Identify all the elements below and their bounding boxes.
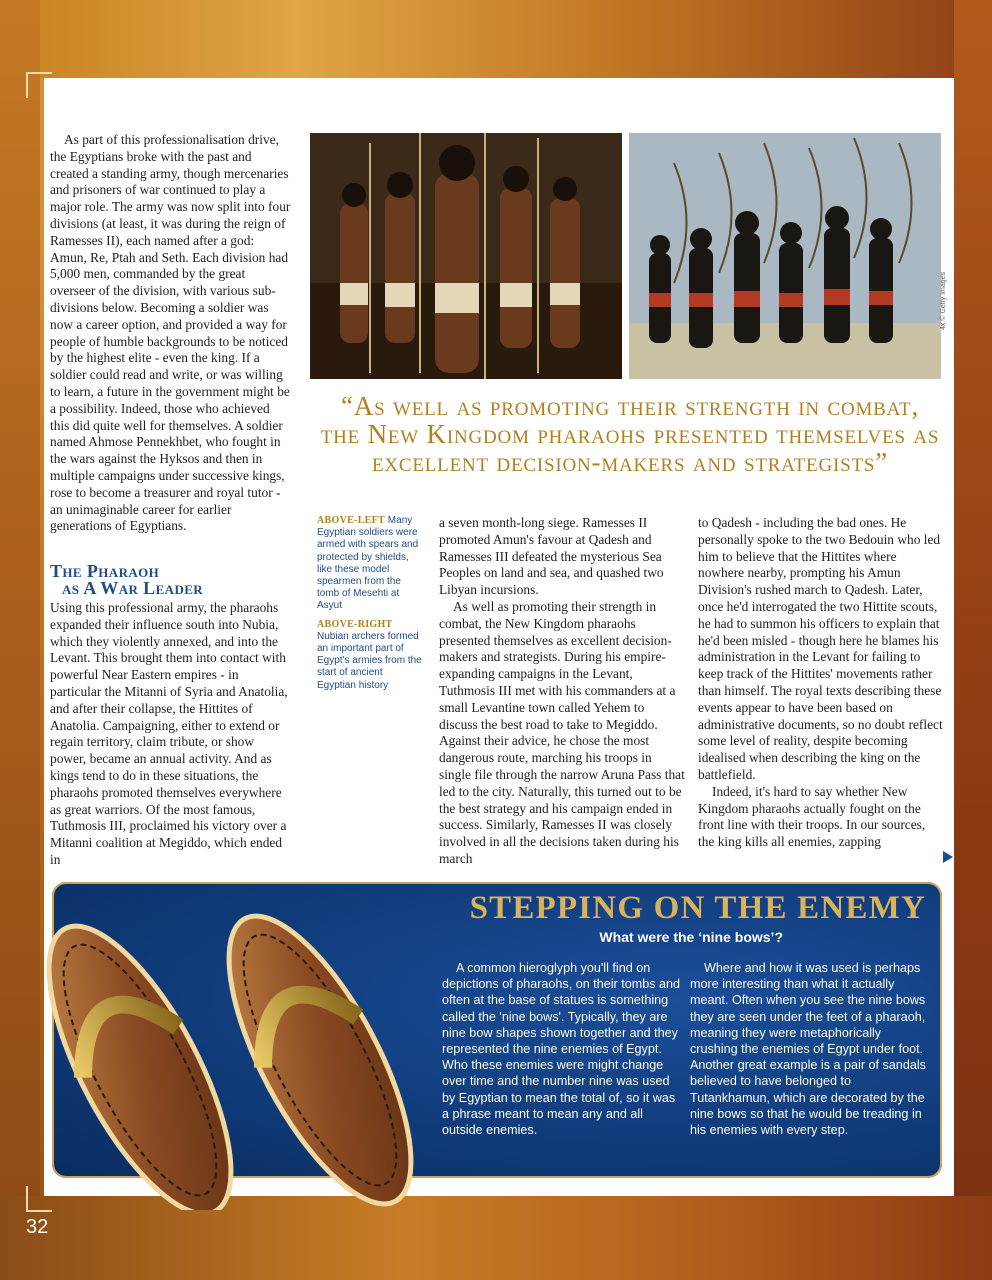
boxout-subtitle: What were the ‘nine bows’?	[599, 929, 783, 945]
continue-arrow-icon	[943, 851, 953, 863]
spearmen-illustration	[310, 133, 622, 379]
pull-quote: “As well as promoting their strength in combat, the New Kingdom pharaohs presented themselves as excellent decision-makers and strategists”	[320, 391, 940, 477]
war-leader-column	[50, 600, 292, 869]
page-frame-right	[954, 0, 992, 1280]
boxout-text-2: Where and how it was used is perhaps more interesting than what it actually meant. Often when you see the nine bows they are seen under the feet of a pharaoh, meaning they were metaphorically crushing the enemies of Egypt under foot. Another great example is a pair of sandals believed to have belonged to Tutankhamun, which are decorated by the nine bows so that he would be treading in his enemies with every step.	[690, 961, 926, 1138]
intro-paragraph: As part of this professionalisation drive, the Egyptians broke with the past and created a standing army, though mercenaries and prisoners of war continued to play a major role. The army was now split into four divisions (at least, it was during the reign of Ramesses II), each named after a god: Amun, Re, Ptah and Seth. Each division had 5,000 men, commanded by the great overseer of the division, with various sub-divisions below. Becoming a soldier was now a career option, and provided a way for people of humble backgrounds to be noticed by the highest elite - even the king. If a soldier could read and write, or was willing to learn, a future in the government might be a possibility. Indeed, those who achieved this did quite well for themselves. A soldier named Ahmose Pennekhbet, who fought in the wars against the Hyksos and then in multiple campaigns under successive kings, rose to become a treasurer and royal tutor - an unimaginable career for earlier generations of Egyptians.	[50, 132, 291, 534]
article-intro-column	[50, 132, 292, 535]
page-frame-top	[0, 0, 992, 78]
frame-corner-ornament	[26, 72, 52, 98]
war-leader-paragraph: Using this professional army, the pharaohs expanded their influence south into Nubia, which they violently annexed, and into the Levant. This brought them into contact with powerful Near Eastern empires - in particular the Mitanni of Syria and Anatolia, and after their collapse, the Hittites of Anatolia. Campaigning, either to extend or regain territory, claim tribute, or show power, became an annual activity. And as kings tend to do in these situations, the pharaohs promoted themselves everywhere as great warriors. Of the most famous, Tuthmosis III, proclaimed his victory over a Mitanni coalition at Megiddo, which ended in	[50, 600, 288, 867]
boxout-text-1: A common hieroglyph you'll find on depictions of pharaohs, on their tombs and often at the base of statues is something called the 'nine bows'. Typically, they are nine bow shapes shown together and they represented the nine enemies of Egypt. Who these enemies were might change over time and the number nine was used by Egyptian to mean the total of, so it was a phrase meant to mean any and all outside enemies.	[442, 961, 681, 1138]
caption-text-above-right: Nubian archers formed an important part of Egypt's armies from the start of ancient Egyptian history	[317, 630, 422, 691]
subheading-line-1: The Pharaoh	[50, 561, 160, 581]
article-column-2	[439, 515, 685, 868]
photo-nubian-archers	[629, 133, 941, 379]
col3-paragraph-2: Indeed, it's hard to say whether New Kingdom pharaohs actually fought on the front line with their troops. In our sources, the king kills all enemies, zapping	[698, 783, 926, 850]
archers-illustration	[629, 133, 941, 379]
tutankhamun-sandals-image	[0, 880, 460, 1210]
section-subheading	[50, 563, 292, 597]
boxout-column-2	[690, 960, 930, 1138]
boxout-column-1	[442, 960, 682, 1138]
col2-paragraph-1: a seven month-long siege. Ramesses II promoted Amun's favour at Qadesh and Ramesses III defeated the mysterious Sea Peoples on land and sea, and quashed two Libyan incursions.	[439, 515, 664, 598]
caption-label-above-right: ABOVE-RIGHT	[317, 618, 393, 630]
col2-paragraph-2: As well as promoting their strength in combat, the New Kingdom pharaohs presented themselves as excellent decision-makers and strategists. During his empire-expanding campaigns in the Levant, Tuthmosis III met with his commanders at a small Levantine town called Yehem to discuss the best road to take to Megiddo. Against their advice, he chose the most dangerous route, marching his troops in single file through the narrow Aruna Pass that led to the city. Naturally, this turned out to be the best strategy and his campaign ended in success. Similarly, Ramesses II was closely involved in all the decisions taken during his march	[439, 598, 685, 866]
photo-model-spearmen	[310, 133, 622, 379]
boxout-title: STEPPING ON THE ENEMY	[469, 890, 926, 926]
photo-captions	[317, 515, 422, 698]
subheading-line-2: as A War Leader	[62, 578, 204, 598]
caption-above-right	[317, 619, 422, 692]
article-column-3	[698, 515, 943, 851]
caption-text-above-left: Many Egyptian soldiers were armed with spears and protected by shields, like these model spearmen from the tomb of Mesehti at Asyut	[317, 515, 419, 612]
caption-above-left	[317, 515, 422, 613]
page-number: 32	[26, 1216, 49, 1238]
caption-label-above-left: ABOVE-LEFT	[317, 515, 386, 526]
photo-credit: 4x © Getty Images	[940, 271, 947, 330]
col3-paragraph-1: to Qadesh - including the bad ones. He personally spoke to the two Bedouin who led him to believe that the Hittites where nowhere nearby, prompting his Amun Division's rushed march to Qadesh. Later, once he'd interrogated the two Hittite scouts, he had to summon his officers to explain that he'd been misled - though here he blames his administration in the Levant for failing to keep track of the Hittites' movements rather than himself. The royal texts describing these events appear to have been based on administrative documents, so no doubt reflect some level of reality, despite becoming idealised when describing the king on the battlefield.	[698, 515, 943, 782]
